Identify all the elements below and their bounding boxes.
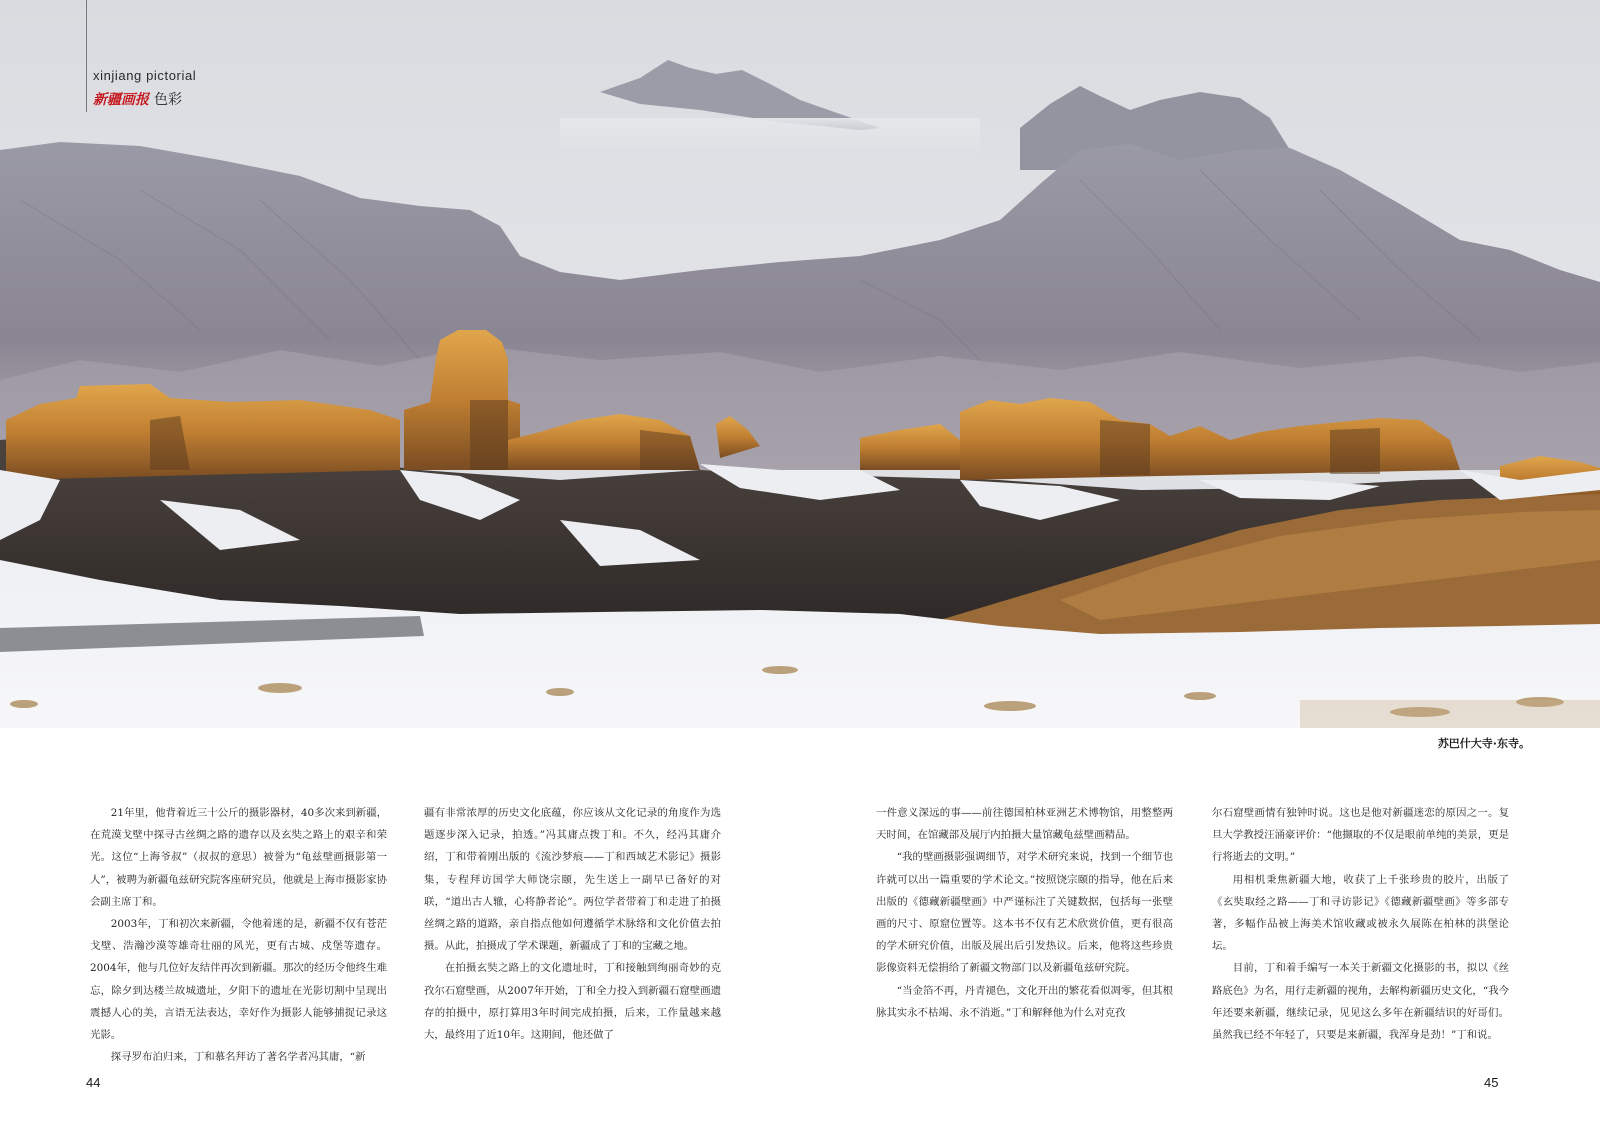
logo-calligraphy: 新疆画报: [93, 92, 149, 108]
masthead-rule: [86, 0, 87, 112]
paragraph: 21年里，他背着近三十公斤的摄影器材，40多次来到新疆，在荒漠戈壁中探寻古丝绸之路的遗存以及玄奘之路上的艰辛和荣光。这位“上海爷叔”（叔叔的意思）被誉为“龟兹壁画摄影第一人”，被聘为新疆龟兹研究院客座研究员，他就是上海市摄影家协会副主席丁和。: [90, 807, 387, 908]
paragraph: 在拍摄玄奘之路上的文化遗址时，丁和接触到绚丽奇妙的克孜尔石窟壁画，从2007年开始，丁和全力投入到新疆石窟壁画遗存的拍摄中，原打算用3年时间完成拍摄，后来，工作量越来越大，最终用了近10年。这期间，他还做了: [424, 962, 721, 1042]
section-label: 色彩: [154, 92, 182, 108]
paragraph: 疆有非常浓厚的历史文化底蕴，你应该从文化记录的角度作为选题逐步深入记录，拍透。”冯其庸点拨丁和。不久，经冯其庸介绍，丁和带着刚出版的《流沙梦痕——丁和西域艺术影记》摄影集，专程拜访国学大师饶宗颐，先生送上一副早已备好的对联，“道出古人辙，心将静者论”。两位学者带着丁和走进了拍摄丝绸之路的道路，亲自指点他如何遵循学术脉络和文化价值去拍摄。从此，拍摄成了学术课题，新疆成了丁和的宝藏之地。: [424, 807, 721, 953]
text-column-4: [1212, 802, 1509, 1046]
text-column-2: [424, 802, 721, 1046]
grass-strip: [1300, 700, 1600, 728]
text-column-3: [876, 802, 1173, 1024]
paragraph: 一件意义深远的事——前往德国柏林亚洲艺术博物馆，用整整两天时间，在馆藏部及展厅内拍摄大量馆藏龟兹壁画精品。: [876, 807, 1173, 842]
paragraph: 探寻罗布泊归来，丁和慕名拜访了著名学者冯其庸，“新: [110, 1051, 366, 1064]
paragraph: 2003年，丁和初次来新疆，令他着迷的是，新疆不仅有苍茫戈壁、浩瀚沙漠等雄奇壮丽的风光，更有古城、戍堡等遗存。2004年，他与几位好友结伴再次到新疆。那次的经历令他终生难忘，除夕到达楼兰故城遗址，夕阳下的遗址在光影切割中呈现出震撼人心的美，言语无法表达，幸好作为摄影人能够捕捉记录这光影。: [90, 918, 387, 1042]
page-number-right: 45: [1484, 1075, 1499, 1090]
calligraphy-logo-icon: [93, 88, 153, 108]
paragraph: “我的壁画摄影强调细节，对学术研究来说，找到一个细节也许就可以出一篇重要的学术论文。”按照饶宗颐的指导，他在后来出版的《德藏新疆壁画》中严谨标注了关键数据，包括每一张壁画的尺寸、原窟位置等。这本书不仅有艺术欣赏价值，更有很高的学术研究价值，出版及展出后引发热议。后来，他将这些珍贵影像资料无偿捐给了新疆文物部门以及新疆龟兹研究院。: [876, 851, 1173, 975]
paragraph: 目前，丁和着手编写一本关于新疆文化摄影的书，拟以《丝路底色》为名，用行走新疆的视角，去解构新疆历史文化，“我今年还要来新疆，继续记录，见见这么多年在新疆结识的好哥们。虽然我已经不年轻了，只要是来新疆，我浑身是劲！”丁和说。: [1212, 962, 1509, 1042]
xinjiang-pictorial-logo: [93, 88, 153, 108]
masthead-english: xinjiang pictorial: [93, 68, 197, 83]
page-number-left: 44: [86, 1075, 101, 1090]
text-column-1: [90, 802, 387, 1068]
photo-caption: 苏巴什大寺·东寺。: [1437, 737, 1530, 750]
paragraph: 用相机秉焦新疆大地，收获了上千张珍贵的胶片，出版了《玄奘取经之路——丁和寻访影记》《德藏新疆壁画》等多部专著，多幅作品被上海美术馆收藏或被永久展陈在柏林的洪堡论坛。: [1212, 873, 1509, 953]
cloud-band: [560, 118, 980, 158]
paragraph: “当金箔不再，丹青褪色，文化开出的繁花看似凋零，但其根脉其实永不枯竭、永不消逝。”丁和解释他为什么对克孜: [876, 984, 1173, 1019]
paragraph: 尔石窟壁画情有独钟时说。这也是他对新疆迷恋的原因之一。复旦大学教授汪涌豪评价：“他撷取的不仅是眼前单纯的美景，更是行将逝去的文明。”: [1212, 807, 1509, 864]
